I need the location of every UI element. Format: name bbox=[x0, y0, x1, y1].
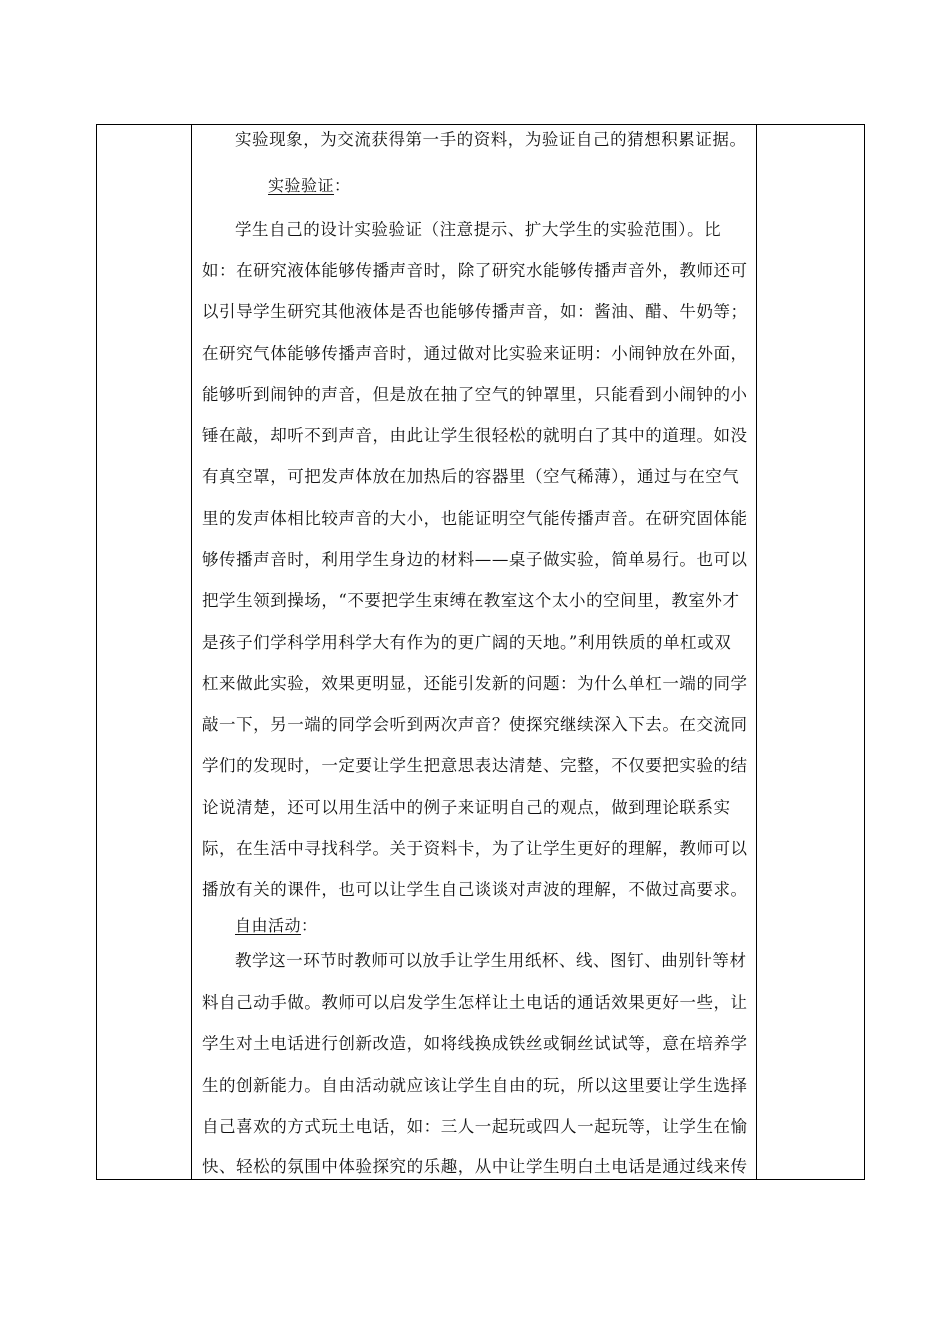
paragraph-line: 际，在生活中寻找科学。关于资料卡，为了让学生更好的理解，教师可以 bbox=[202, 839, 748, 858]
paragraph-line: 学生对土电话进行创新改造，如将线换成铁丝或铜丝试试等，意在培养学 bbox=[202, 1034, 748, 1053]
paragraph-line: 锤在敲，却听不到声音，由此让学生很轻松的就明白了其中的道理。如没 bbox=[202, 426, 748, 445]
section-heading-experiment-text: 实验验证 bbox=[268, 176, 335, 195]
paragraph-line: 在研究气体能够传播声音时，通过做对比实验来证明：小闹钟放在外面， bbox=[202, 344, 748, 363]
paragraph-line: 料自己动手做。教师可以启发学生怎样让土电话的通话效果更好一些，让 bbox=[202, 993, 748, 1012]
paragraph-line: 够传播声音时，利用学生身边的材料——桌子做实验，简单易行。也可以 bbox=[202, 550, 748, 569]
paragraph-line: 学生自己的设计实验验证（注意提示、扩大学生的实验范围）。比 bbox=[235, 220, 722, 239]
paragraph-line: 播放有关的课件，也可以让学生自己谈谈对声波的理解，不做过高要求。 bbox=[202, 880, 748, 899]
lesson-plan-table bbox=[96, 124, 865, 1180]
paragraph-line: 敲一下，另一端的同学会听到两次声音？使探究继续深入下去。在交流同 bbox=[202, 715, 748, 734]
paragraph-line: 论说清楚，还可以用生活中的例子来证明自己的观点，做到理论联系实 bbox=[202, 798, 731, 817]
paragraph-line: 学们的发现时，一定要让学生把意思表达清楚、完整，不仅要把实验的结 bbox=[202, 756, 748, 775]
paragraph-line: 自己喜欢的方式玩土电话，如：三人一起玩或四人一起玩等，让学生在愉 bbox=[202, 1117, 748, 1136]
paragraph-line: 有真空罩，可把发声体放在加热后的容器里（空气稀薄），通过与在空气 bbox=[202, 467, 740, 486]
section-heading-experiment-colon: ： bbox=[334, 176, 351, 195]
paragraph-line: 把学生领到操场，“不要把学生束缚在教室这个太小的空间里，教室外才 bbox=[202, 591, 740, 610]
paragraph-line: 教学这一环节时教师可以放手让学生用纸杯、线、图钉、曲别针等材 bbox=[235, 951, 747, 970]
paragraph-line: 是孩子们学科学用科学大有作为的更广阔的天地。”利用铁质的单杠或双 bbox=[202, 633, 732, 652]
paragraph-line: 里的发声体相比较声音的大小，也能证明空气能传播声音。在研究固体能 bbox=[202, 509, 748, 528]
section-heading-free-activity bbox=[235, 916, 318, 936]
paragraph-line: 能够听到闹钟的声音，但是放在抽了空气的钟罩里，只能看到小闹钟的小 bbox=[202, 385, 748, 404]
table-column-divider-right bbox=[756, 125, 757, 1179]
paragraph-continuation: 实验现象，为交流获得第一手的资料，为验证自己的猜想积累证据。 bbox=[235, 130, 747, 149]
table-column-divider-left bbox=[191, 125, 192, 1179]
paragraph-line: 如：在研究液体能够传播声音时，除了研究水能够传播声音外，教师还可 bbox=[202, 261, 748, 280]
section-heading-experiment bbox=[268, 176, 351, 196]
section-heading-free-activity-colon: ： bbox=[301, 916, 318, 935]
paragraph-line: 以引导学生研究其他液体是否也能够传播声音，如：酱油、醋、牛奶等； bbox=[202, 302, 748, 321]
paragraph-line: 生的创新能力。自由活动就应该让学生自由的玩，所以这里要让学生选择 bbox=[202, 1076, 748, 1095]
paragraph-line: 杠来做此实验，效果更明显，还能引发新的问题：为什么单杠一端的同学 bbox=[202, 674, 748, 693]
section-heading-free-activity-text: 自由活动 bbox=[235, 916, 302, 935]
paragraph-line: 快、轻松的氛围中体验探究的乐趣，从中让学生明白土电话是通过线来传 bbox=[202, 1157, 748, 1176]
